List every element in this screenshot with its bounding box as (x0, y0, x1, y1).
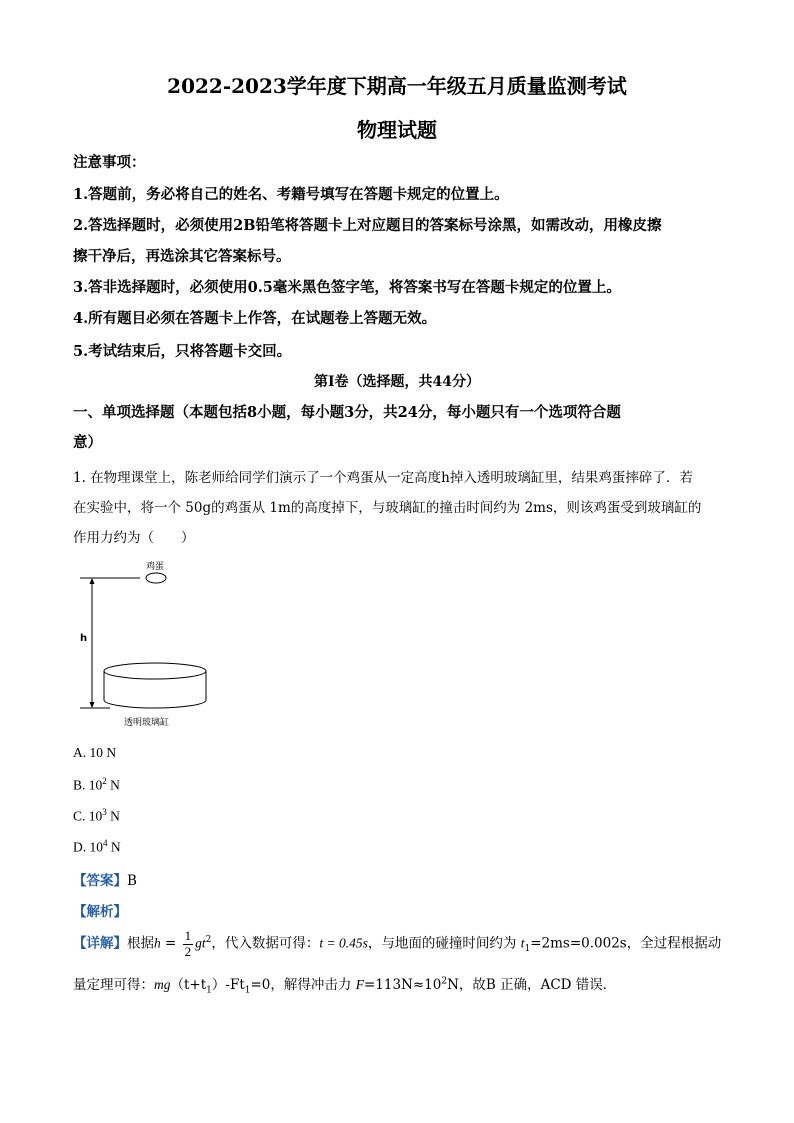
height-label: h (80, 633, 88, 644)
part-heading: 一、单项选择题（本题包括8小题，每小题3分，共24分，每小题只有一个选项符合题 (73, 404, 621, 421)
notice-item-3: 3.答非选择题时，必须使用0.5毫米黑色签字笔，将答案书写在答题卡规定的位置上。 (73, 279, 621, 296)
fraction: $\frac{1}{2}$ (184, 928, 192, 959)
glass-tank-rim (104, 663, 206, 679)
egg-shape (146, 573, 166, 583)
detail-tag: 【详解】 (73, 935, 127, 952)
notice-item-4: 4.所有题目必须在答题卡上作答，在试题卷上答题无效。 (73, 310, 437, 327)
answer-tag: 【答案】 (73, 873, 127, 889)
option-c: C. $10^3$ N (73, 807, 120, 824)
section-title: 第Ⅰ卷（选择题，共44分） (313, 374, 481, 390)
notice-item-5: 5.考试结束后，只将答题卡交回。 (73, 343, 292, 360)
exam-title: 2022-2023学年度下期高一年级五月质量监测考试 (167, 74, 627, 98)
detail-line-2: 量定理可得：$mg(t+t_1)-Ft_1=0$，解得冲击力 $F=113N\approx 10^2N$，故B 正确，ACD 错误． (73, 976, 617, 996)
notice-item-2: 2.答选择题时，必须使用2B铅笔将答题卡上对应题目的答案标号涂黑，如需改动，用橡皮擦 (73, 217, 662, 234)
exam-subtitle: 物理试题 (357, 118, 437, 142)
arrow-head-top (90, 578, 95, 584)
egg-label: 鸡蛋 (146, 562, 165, 572)
analysis-line (73, 900, 127, 920)
answer-line (73, 869, 137, 889)
notice-heading: 注意事项： (73, 154, 146, 171)
answer-value: B (127, 873, 137, 889)
part-heading-cont: 意） (73, 434, 102, 451)
option-d: D. $10^4$ N (73, 838, 121, 855)
notice-item-2-cont: 擦干净后，再选涂其它答案标号。 (73, 248, 291, 265)
question-1-line-1: 1. 在物理课堂上，陈老师给同学们演示了一个鸡蛋从一定高度h掉入透明玻璃缸里，结果鸡蛋摔碎了．若 (73, 470, 693, 486)
arrow-head-bottom (90, 702, 95, 708)
tank-label: 透明玻璃缸 (124, 718, 170, 728)
question-1-line-2: 在实验中，将一个 50g的鸡蛋从 1m的高度掉下，与玻璃缸的撞击时间约为 2ms，则该鸡蛋受到玻璃缸的 (73, 500, 702, 516)
option-a: A. 10 N (73, 745, 117, 760)
option-b: B. $10^2$ N (73, 776, 120, 793)
detail-line-1: 【详解】根据h = $\frac{1}{2}$ $gt^2$，代入数据可得：t = 0.45s，与地面的碰撞时间约为 $t_1=2ms=0.002s$，全过程根据动 (73, 928, 722, 959)
egg-drop-figure (80, 555, 220, 730)
question-1-line-3: 作用力约为（ ） (73, 530, 195, 546)
analysis-tag: 【解析】 (73, 904, 127, 920)
notice-item-1: 1.答题前，务必将自己的姓名、考籍号填写在答题卡规定的位置上。 (73, 186, 509, 203)
